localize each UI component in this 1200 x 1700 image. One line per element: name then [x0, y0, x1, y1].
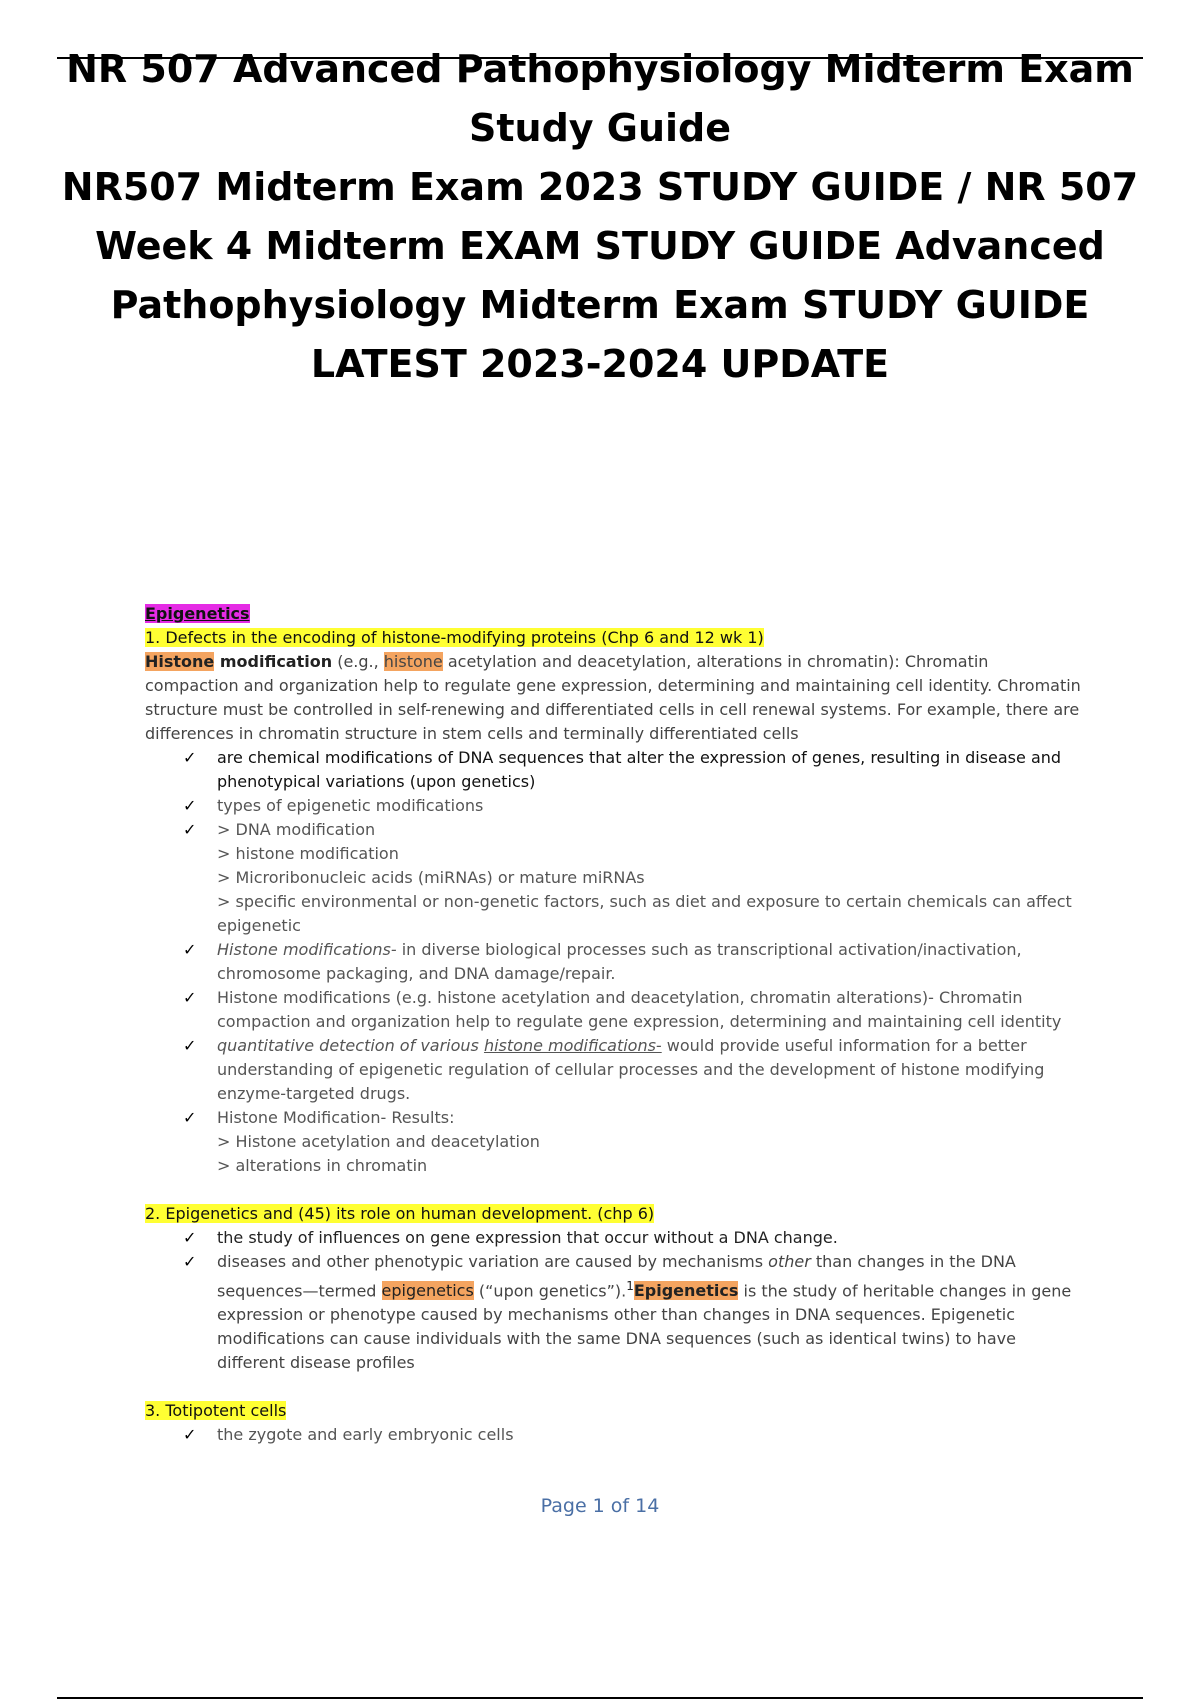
title-line: NR507 Midterm Exam 2023 STUDY GUIDE / NR 507: [61, 165, 1139, 209]
check-icon: ✓: [183, 748, 197, 767]
page-number: Page 1 of 14: [540, 1495, 660, 1517]
bottom-rule: [57, 1697, 1143, 1699]
check-icon: ✓: [183, 820, 197, 839]
check-icon: ✓: [183, 1252, 197, 1271]
title-line: Pathophysiology Midterm Exam STUDY GUIDE: [110, 283, 1090, 327]
list-item: ✓ Histone Modification- Results: > Histone acetylation and deacetylation > alterations in chromatin: [183, 1108, 540, 1175]
check-icon: ✓: [183, 796, 197, 815]
check-icon: ✓: [183, 1108, 197, 1127]
document-title: [40, 40, 1160, 394]
list-item: ✓ are chemical modifications of DNA sequences that alter the expression of genes, resulting in disease and phenotypical variations (upon genetics): [183, 748, 1062, 791]
list-item: ✓ quantitative detection of various histone modifications- would provide useful information for a better understanding of epigenetic regulation of cellular processes and the development of histone modifying enzyme-targeted drugs.: [183, 1036, 1045, 1103]
check-icon: ✓: [183, 988, 197, 1007]
question-3-heading: 3. Totipotent cells: [145, 1401, 287, 1421]
title-line: NR 507 Advanced Pathophysiology Midterm Exam: [66, 47, 1134, 91]
title-line: Week 4 Midterm EXAM STUDY GUIDE Advanced: [95, 224, 1105, 268]
page-content: [145, 602, 1085, 1447]
list-item: ✓ > DNA modification > histone modification > Microribonucleic acids (miRNAs) or mature miRNAs > specific environmental or non-genetic factors, such as diet and exposure to certain chemicals can affect epigenetic: [183, 820, 1072, 935]
list-item: ✓ the study of influences on gene expression that occur without a DNA change.: [183, 1226, 1085, 1250]
section-label: Epigenetics: [145, 604, 250, 623]
title-line: Study Guide: [468, 106, 732, 150]
question-2-heading: 2. Epigenetics and (45) its role on human development. (chp 6): [145, 1204, 655, 1223]
list-item: ✓ diseases and other phenotypic variation are caused by mechanisms other than changes in the DNA sequences—termed epigenetics (“upon genetics”).$^1$Epigenetics is the study of heritable changes in gene expression or phenotype caused by mechanisms other than changes in DNA sequences. Epigenetic modifications can cause individuals with the same DNA sequences (such as identical twins) to have different disease profiles: [183, 1252, 1072, 1373]
list-item: ✓ types of epigenetic modifications: [183, 794, 1085, 818]
question-1-bullets: [145, 746, 1085, 1178]
question-1-intro: Histone modification (e.g., histone acetylation and deacetylation, alterations in chromatin): Chromatin compaction and organization help to regulate gene expression, determining and maintaining cell identity. Chromatin structure must be controlled in self-renewing and differentiated cells in cell renewal systems. For example, there are differences in chromatin structure in stem cells and terminally differentiated cells: [145, 652, 1081, 743]
list-item: ✓ the zygote and early embryonic cells: [183, 1423, 1085, 1447]
question-2-bullets: [145, 1226, 1085, 1375]
check-icon: ✓: [183, 940, 197, 959]
check-icon: ✓: [183, 1036, 197, 1055]
title-line: LATEST 2023-2024 UPDATE: [310, 342, 890, 386]
list-item: ✓ Histone modifications- in diverse biological processes such as transcriptional activation/inactivation, chromosome packaging, and DNA damage/repair.: [183, 940, 1022, 983]
check-icon: ✓: [183, 1228, 197, 1247]
question-3-bullets: [145, 1423, 1085, 1447]
list-item: ✓ Histone modifications (e.g. histone acetylation and deacetylation, chromatin alterations)- Chromatin compaction and organization help to regulate gene expression, determining and maintaining cell identity: [183, 988, 1062, 1031]
question-1-heading: 1. Defects in the encoding of histone-modifying proteins (Chp 6 and 12 wk 1): [145, 628, 764, 647]
check-icon: ✓: [183, 1425, 197, 1445]
